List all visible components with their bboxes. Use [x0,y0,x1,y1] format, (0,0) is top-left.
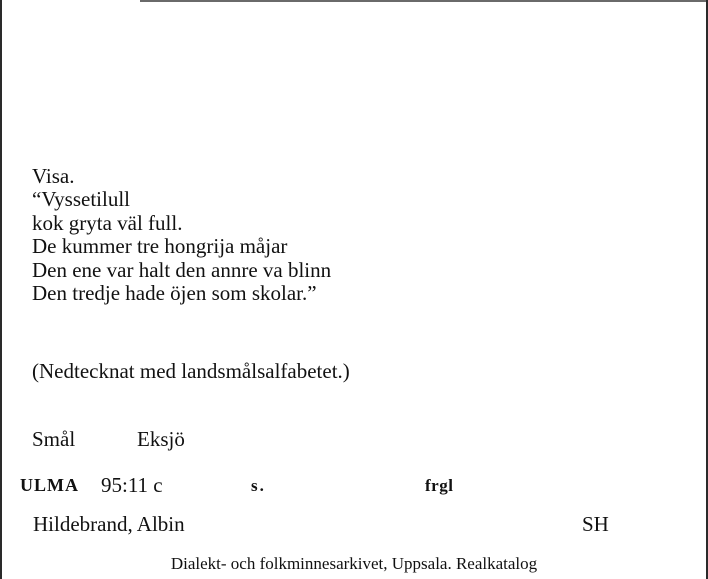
sign-s: s. [251,476,266,495]
place-label: Eksjö [137,427,185,451]
archive-footer: Dialekt- och folkminnesarkivet, Uppsala. Realkatalog [170,554,538,573]
song-line: Den tredje hade öjen som skolar.” [32,281,317,306]
song-line: Den ene var halt den annre va blinn [32,257,332,282]
sign-frgl: frgl [425,476,454,495]
song-text [32,165,331,305]
record-number: 95:11 c [101,473,163,497]
song-line: “Vyssetilull [32,187,130,212]
collector-code: SH [582,512,609,536]
song-title: Visa. [32,164,75,188]
song-line: kok gryta väl full. [32,210,183,235]
card-left-border [0,0,2,579]
card-top-border [140,0,706,2]
collector-name: Hildebrand, Albin [33,512,185,536]
archive-code: ULMA [20,475,79,495]
transcription-note: (Nedtecknat med landsmålsalfabetet.) [32,359,350,383]
song-line: De kummer tre hongrija måjar [32,234,288,259]
province-label: Smål [32,427,76,451]
